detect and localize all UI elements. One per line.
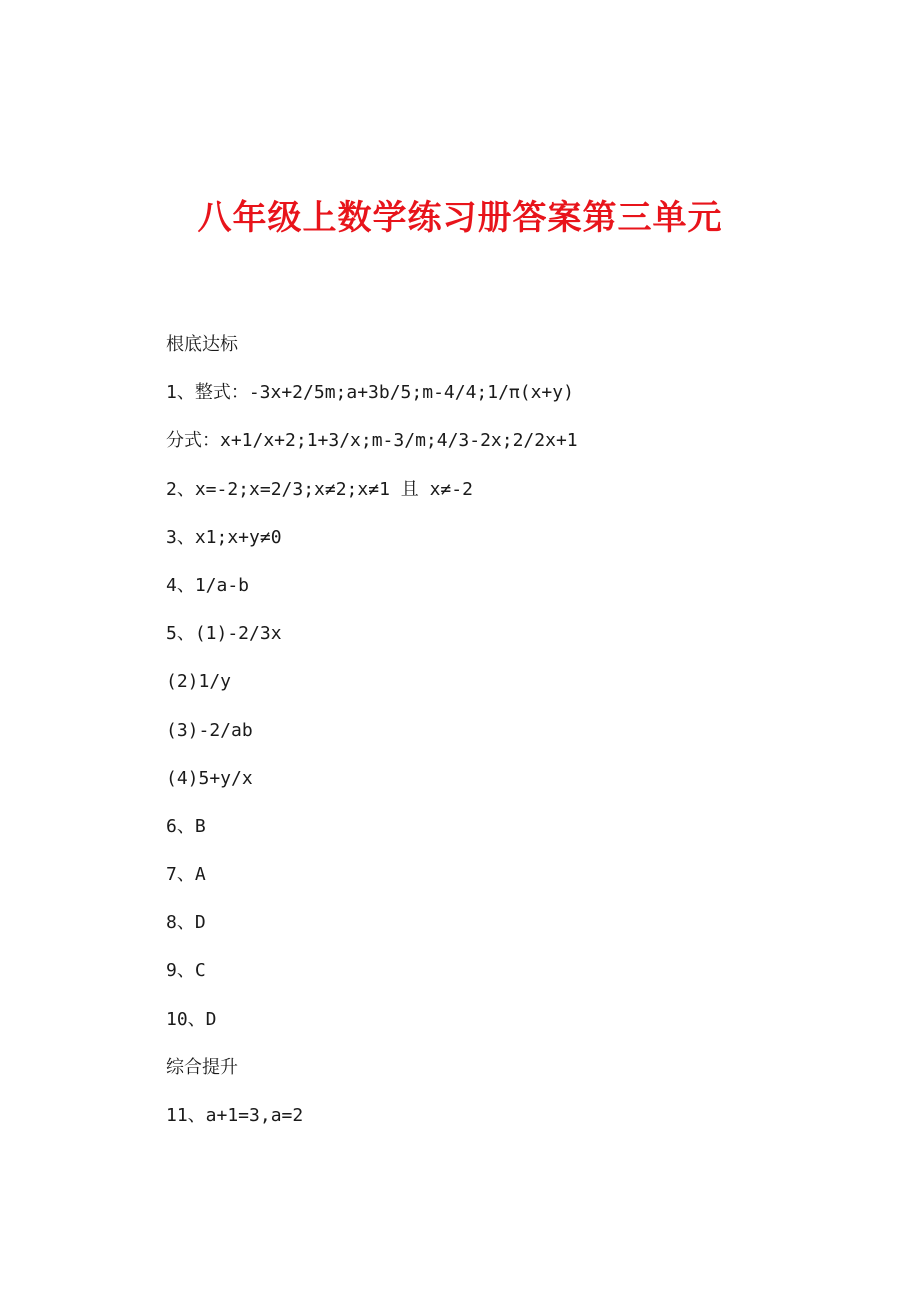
- answer-line: 11、a+1=3,a=2: [166, 1105, 304, 1126]
- answer-list: [166, 332, 866, 1151]
- answer-line: 7、A: [166, 864, 206, 886]
- answer-line: (2)1/y: [166, 671, 232, 693]
- section-heading-advanced: 综合提升: [166, 1056, 238, 1078]
- answer-line: (3)-2/ab: [166, 719, 253, 741]
- answer-line: 10、D: [166, 1008, 217, 1030]
- answer-line: 4、1/a-b: [166, 574, 250, 596]
- answer-line: 分式：x+1/x+2;1+3/x;m-3/m;4/3-2x;2/2x+1: [166, 430, 578, 452]
- answer-line: 3、x1;x+y≠0: [166, 526, 282, 548]
- answer-line: 8、D: [166, 912, 206, 934]
- answer-line: (4)5+y/x: [166, 767, 253, 789]
- answer-line: 2、x=-2;x=2/3;x≠2;x≠1 且 x≠-2: [166, 478, 473, 500]
- answer-line: 9、C: [166, 960, 206, 982]
- answer-line: 5、(1)-2/3x: [166, 623, 282, 645]
- document-title: 八年级上数学练习册答案第三单元: [197, 198, 723, 238]
- section-heading-basic: 根底达标: [166, 334, 238, 355]
- answer-line: 6、B: [166, 815, 206, 837]
- answer-line: 1、整式：-3x+2/5m;a+3b/5;m-4/4;1/π(x+y): [166, 382, 574, 404]
